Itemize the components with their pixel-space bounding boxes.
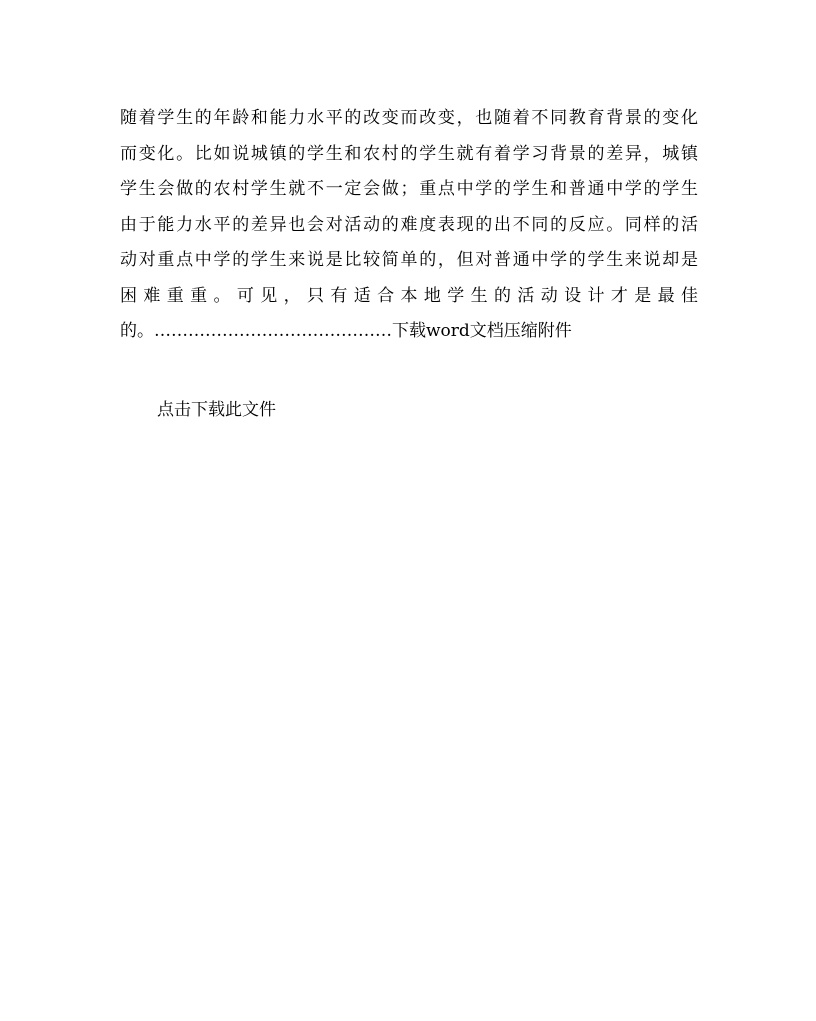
paragraph-line: 由于能力水平的差异也会对活动的难度表现的出不同的反应。同样的活 bbox=[120, 214, 698, 235]
paragraph-line: 学生会做的农村学生就不一定会做；重点中学的学生和普通中学的学生 bbox=[120, 179, 698, 199]
paragraph-line: 动对重点中学的学生来说是比较简单的，但对普通中学的学生来说却是 bbox=[120, 250, 698, 270]
paragraph-line: 而变化。比如说城镇的学生和农村的学生就有着学习背景的差异，城镇 bbox=[120, 143, 698, 164]
paragraph-line: 困难重重。可见，只有适合本地学生的活动设计才是最佳 bbox=[120, 285, 698, 306]
download-link-row bbox=[157, 393, 276, 428]
paragraph-line-with-download-note: 的。……………………………………下载word文档压缩附件 bbox=[120, 321, 572, 341]
download-file-link[interactable]: 点击下载此文件 bbox=[157, 400, 276, 420]
body-paragraph bbox=[120, 101, 698, 350]
paragraph-line: 随着学生的年龄和能力水平的改变而改变，也随着不同教育背景的变化 bbox=[120, 108, 698, 128]
